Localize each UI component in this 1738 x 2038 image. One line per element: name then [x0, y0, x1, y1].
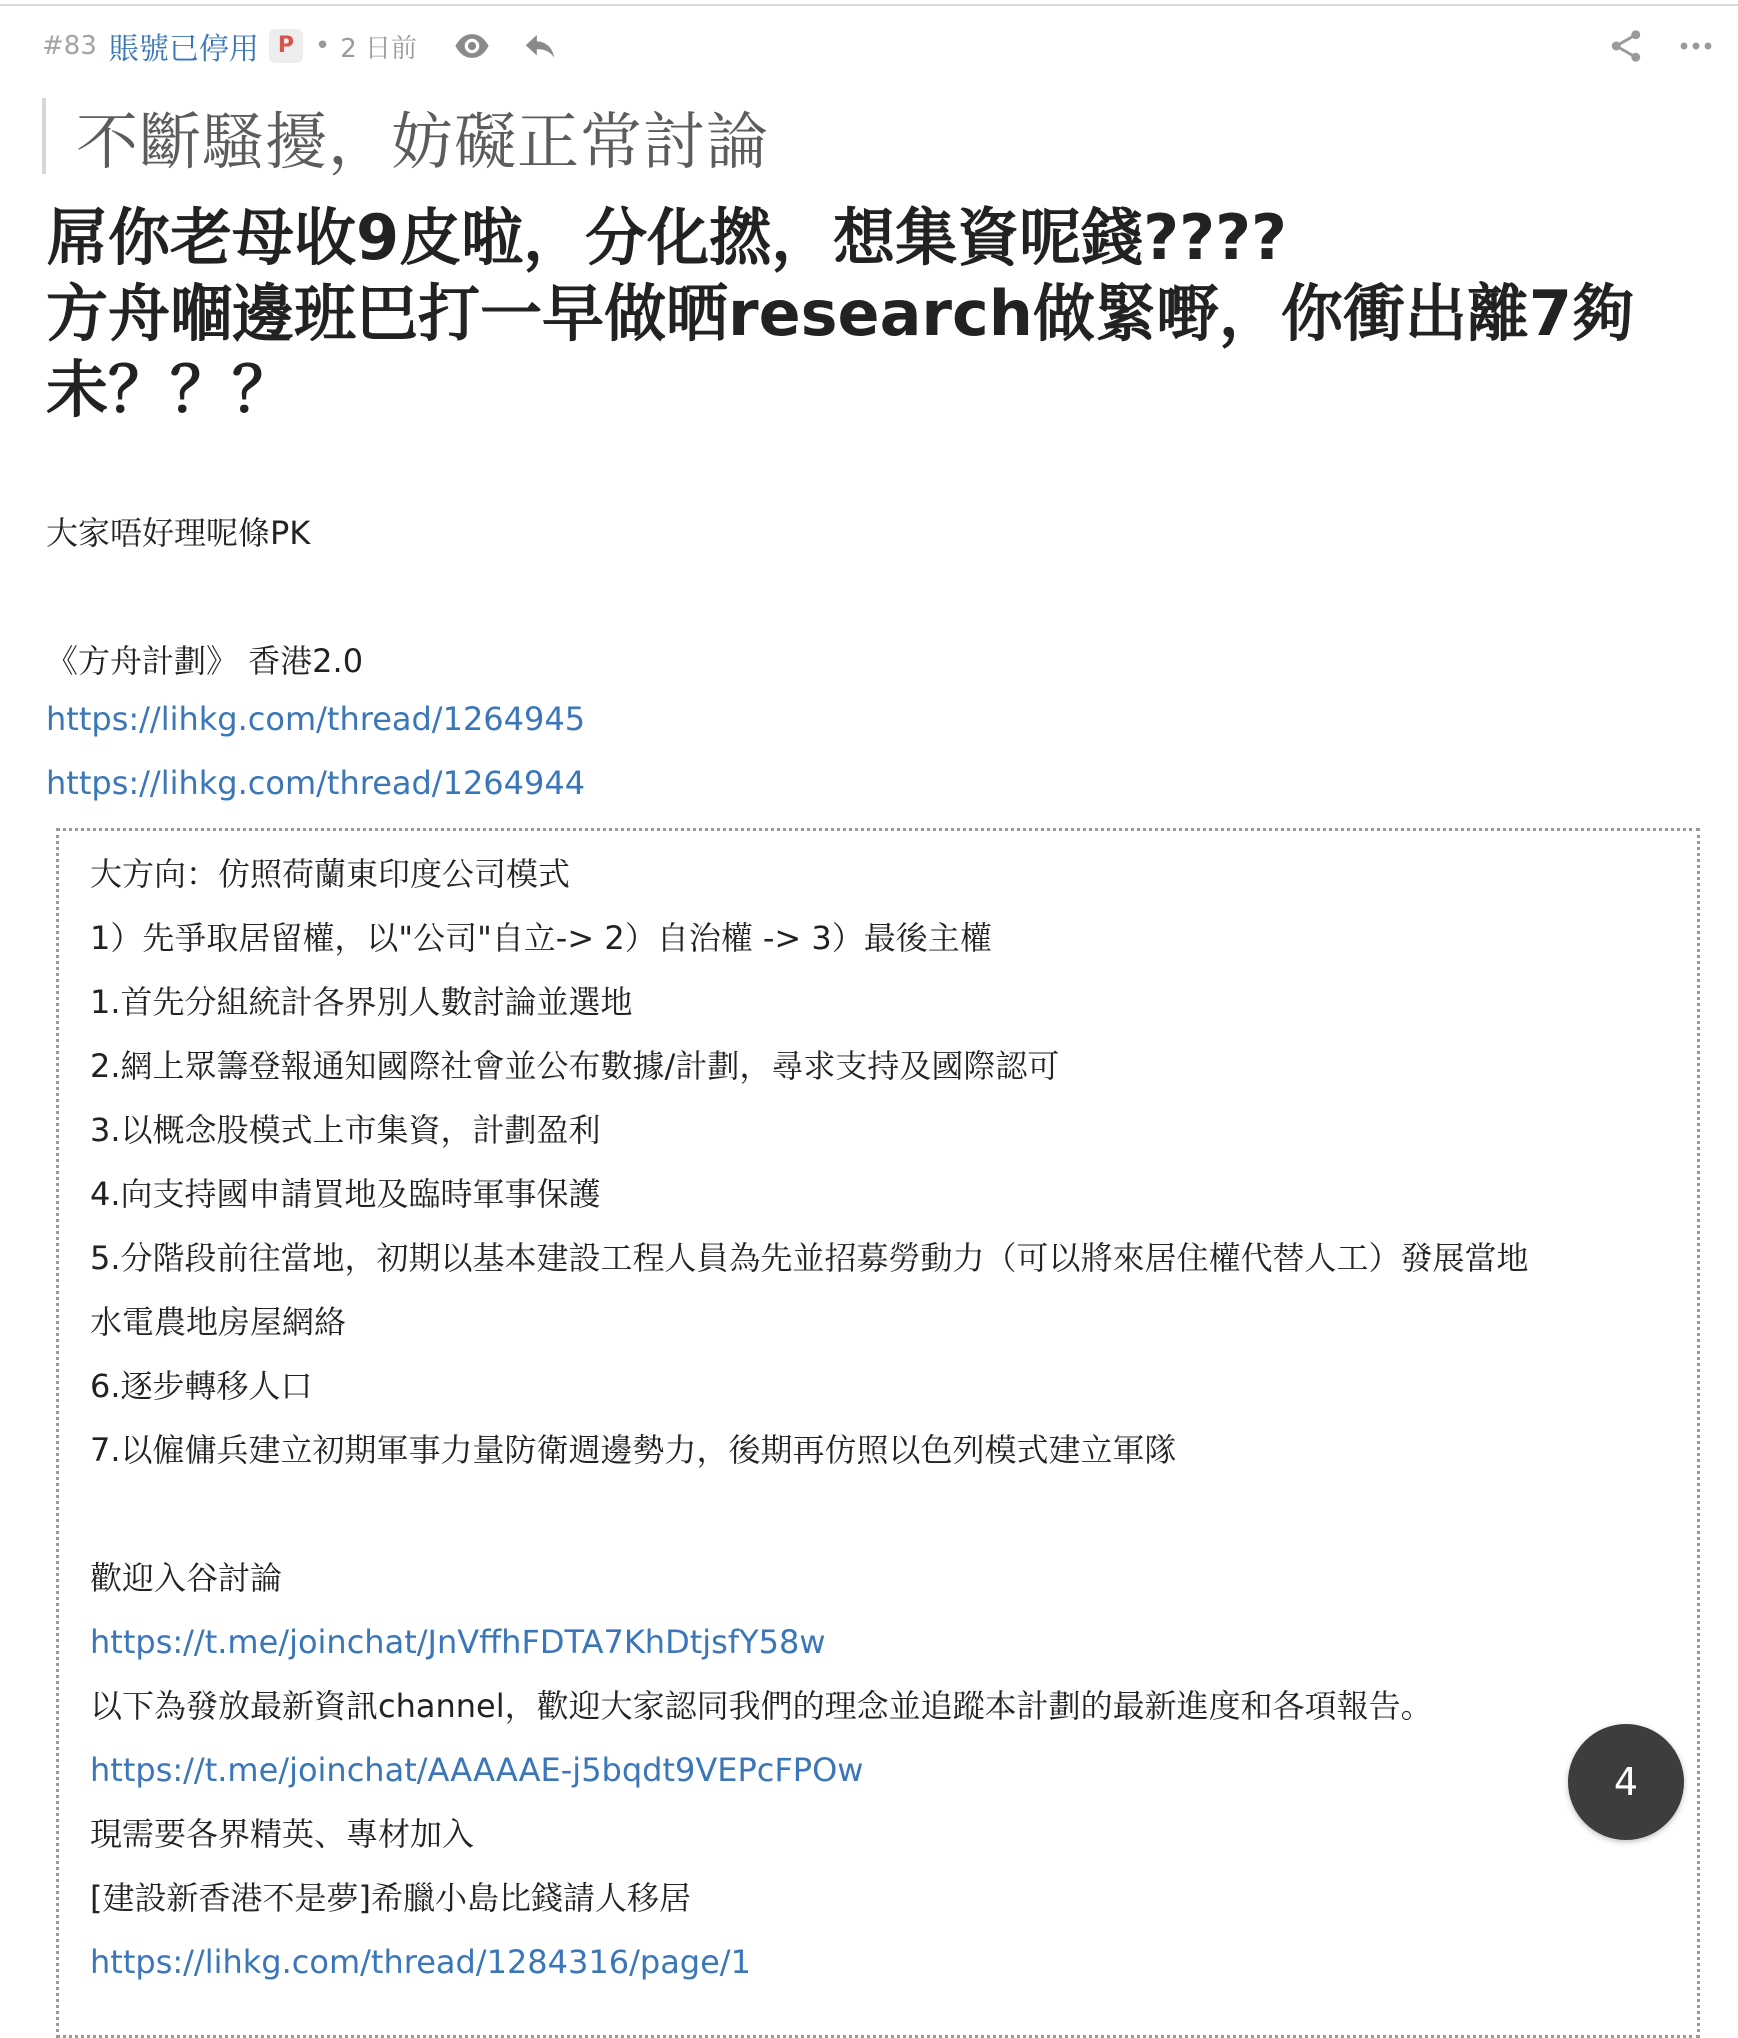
welcome-text: 歡迎入谷討論	[90, 1559, 283, 1597]
plan-line: 2.網上眾籌登報通知國際社會並公布數據/計劃，尋求支持及國際認可	[90, 1047, 1060, 1085]
greece-thread-link[interactable]: https://lihkg.com/thread/1284316/page/1	[90, 1943, 751, 1981]
plan-line: 4.向支持國申請買地及臨時軍事保護	[90, 1175, 601, 1213]
heading-line-2: 方舟嗰邊班巴打一早做晒research做緊嘢，你衝出離7夠	[46, 277, 1635, 350]
share-icon[interactable]	[1608, 28, 1644, 64]
heading-line-3: 未？？？	[46, 353, 295, 426]
intro-text: 大家唔好理呢條PK	[46, 514, 311, 552]
greece-text: [建設新香港不是夢]希臘小島比錢請人移居	[90, 1879, 691, 1917]
plan-line: 6.逐步轉移人口	[90, 1367, 313, 1405]
thread-link-2[interactable]: https://lihkg.com/thread/1264944	[46, 764, 586, 802]
post-number[interactable]: #83	[42, 31, 97, 61]
plan-line: 大方向：仿照荷蘭東印度公司模式	[90, 855, 571, 893]
telegram-chat-link[interactable]: https://t.me/joinchat/JnVffhFDTA7KhDtjsfY58w	[90, 1623, 826, 1661]
post-header	[42, 22, 589, 70]
channel-text: 以下為發放最新資訊channel，歡迎大家認同我們的理念並追蹤本計劃的最新進度和各項報告。	[90, 1687, 1433, 1725]
plan-line: 3.以概念股模式上市集資，計劃盈利	[90, 1111, 601, 1149]
reply-counter-button[interactable]: 4	[1568, 1724, 1684, 1840]
blank-line	[90, 1492, 1690, 1556]
reply-icon[interactable]	[521, 27, 559, 65]
telegram-channel-link[interactable]: https://t.me/joinchat/AAAAAE-j5bqdt9VEPcFPOw	[90, 1751, 864, 1789]
plan-details-content	[90, 852, 1690, 2004]
heading-line-1: 屌你老母收9皮啦，分化撚，想集資呢錢????	[46, 201, 1287, 274]
post-timestamp: 2 日前	[340, 33, 418, 64]
plan-line: 水電農地房屋網絡	[90, 1303, 347, 1341]
plan-line: 7.以僱傭兵建立初期軍事力量防衛週邊勢力，後期再仿照以色列模式建立軍隊	[90, 1431, 1177, 1469]
more-icon[interactable]	[1678, 28, 1714, 64]
top-divider	[0, 4, 1738, 6]
thread-link-1[interactable]: https://lihkg.com/thread/1264945	[46, 700, 586, 738]
post-heading	[46, 200, 1706, 428]
plan-line: 1.首先分組統計各界別人數討論並選地	[90, 983, 633, 1021]
plan-line: 5.分階段前往當地，初期以基本建設工程人員為先並招募勞動力（可以將來居住權代替人工）發展當地	[90, 1239, 1529, 1277]
recruit-text: 現需要各界精英、專材加入	[90, 1815, 475, 1853]
separator-dot: •	[314, 31, 331, 61]
quote-text: 不斷騷擾，妨礙正常討論	[76, 104, 770, 178]
plan-title: 《方舟計劃》 香港2.0	[46, 642, 364, 680]
eye-icon[interactable]	[453, 27, 491, 65]
user-badge: P	[269, 29, 303, 63]
quote-block	[42, 98, 770, 178]
username-link[interactable]: 賬號已停用	[108, 32, 259, 67]
plan-line: 1）先爭取居留權，以"公司"自立-> 2）自治權 -> 3）最後主權	[90, 919, 992, 957]
